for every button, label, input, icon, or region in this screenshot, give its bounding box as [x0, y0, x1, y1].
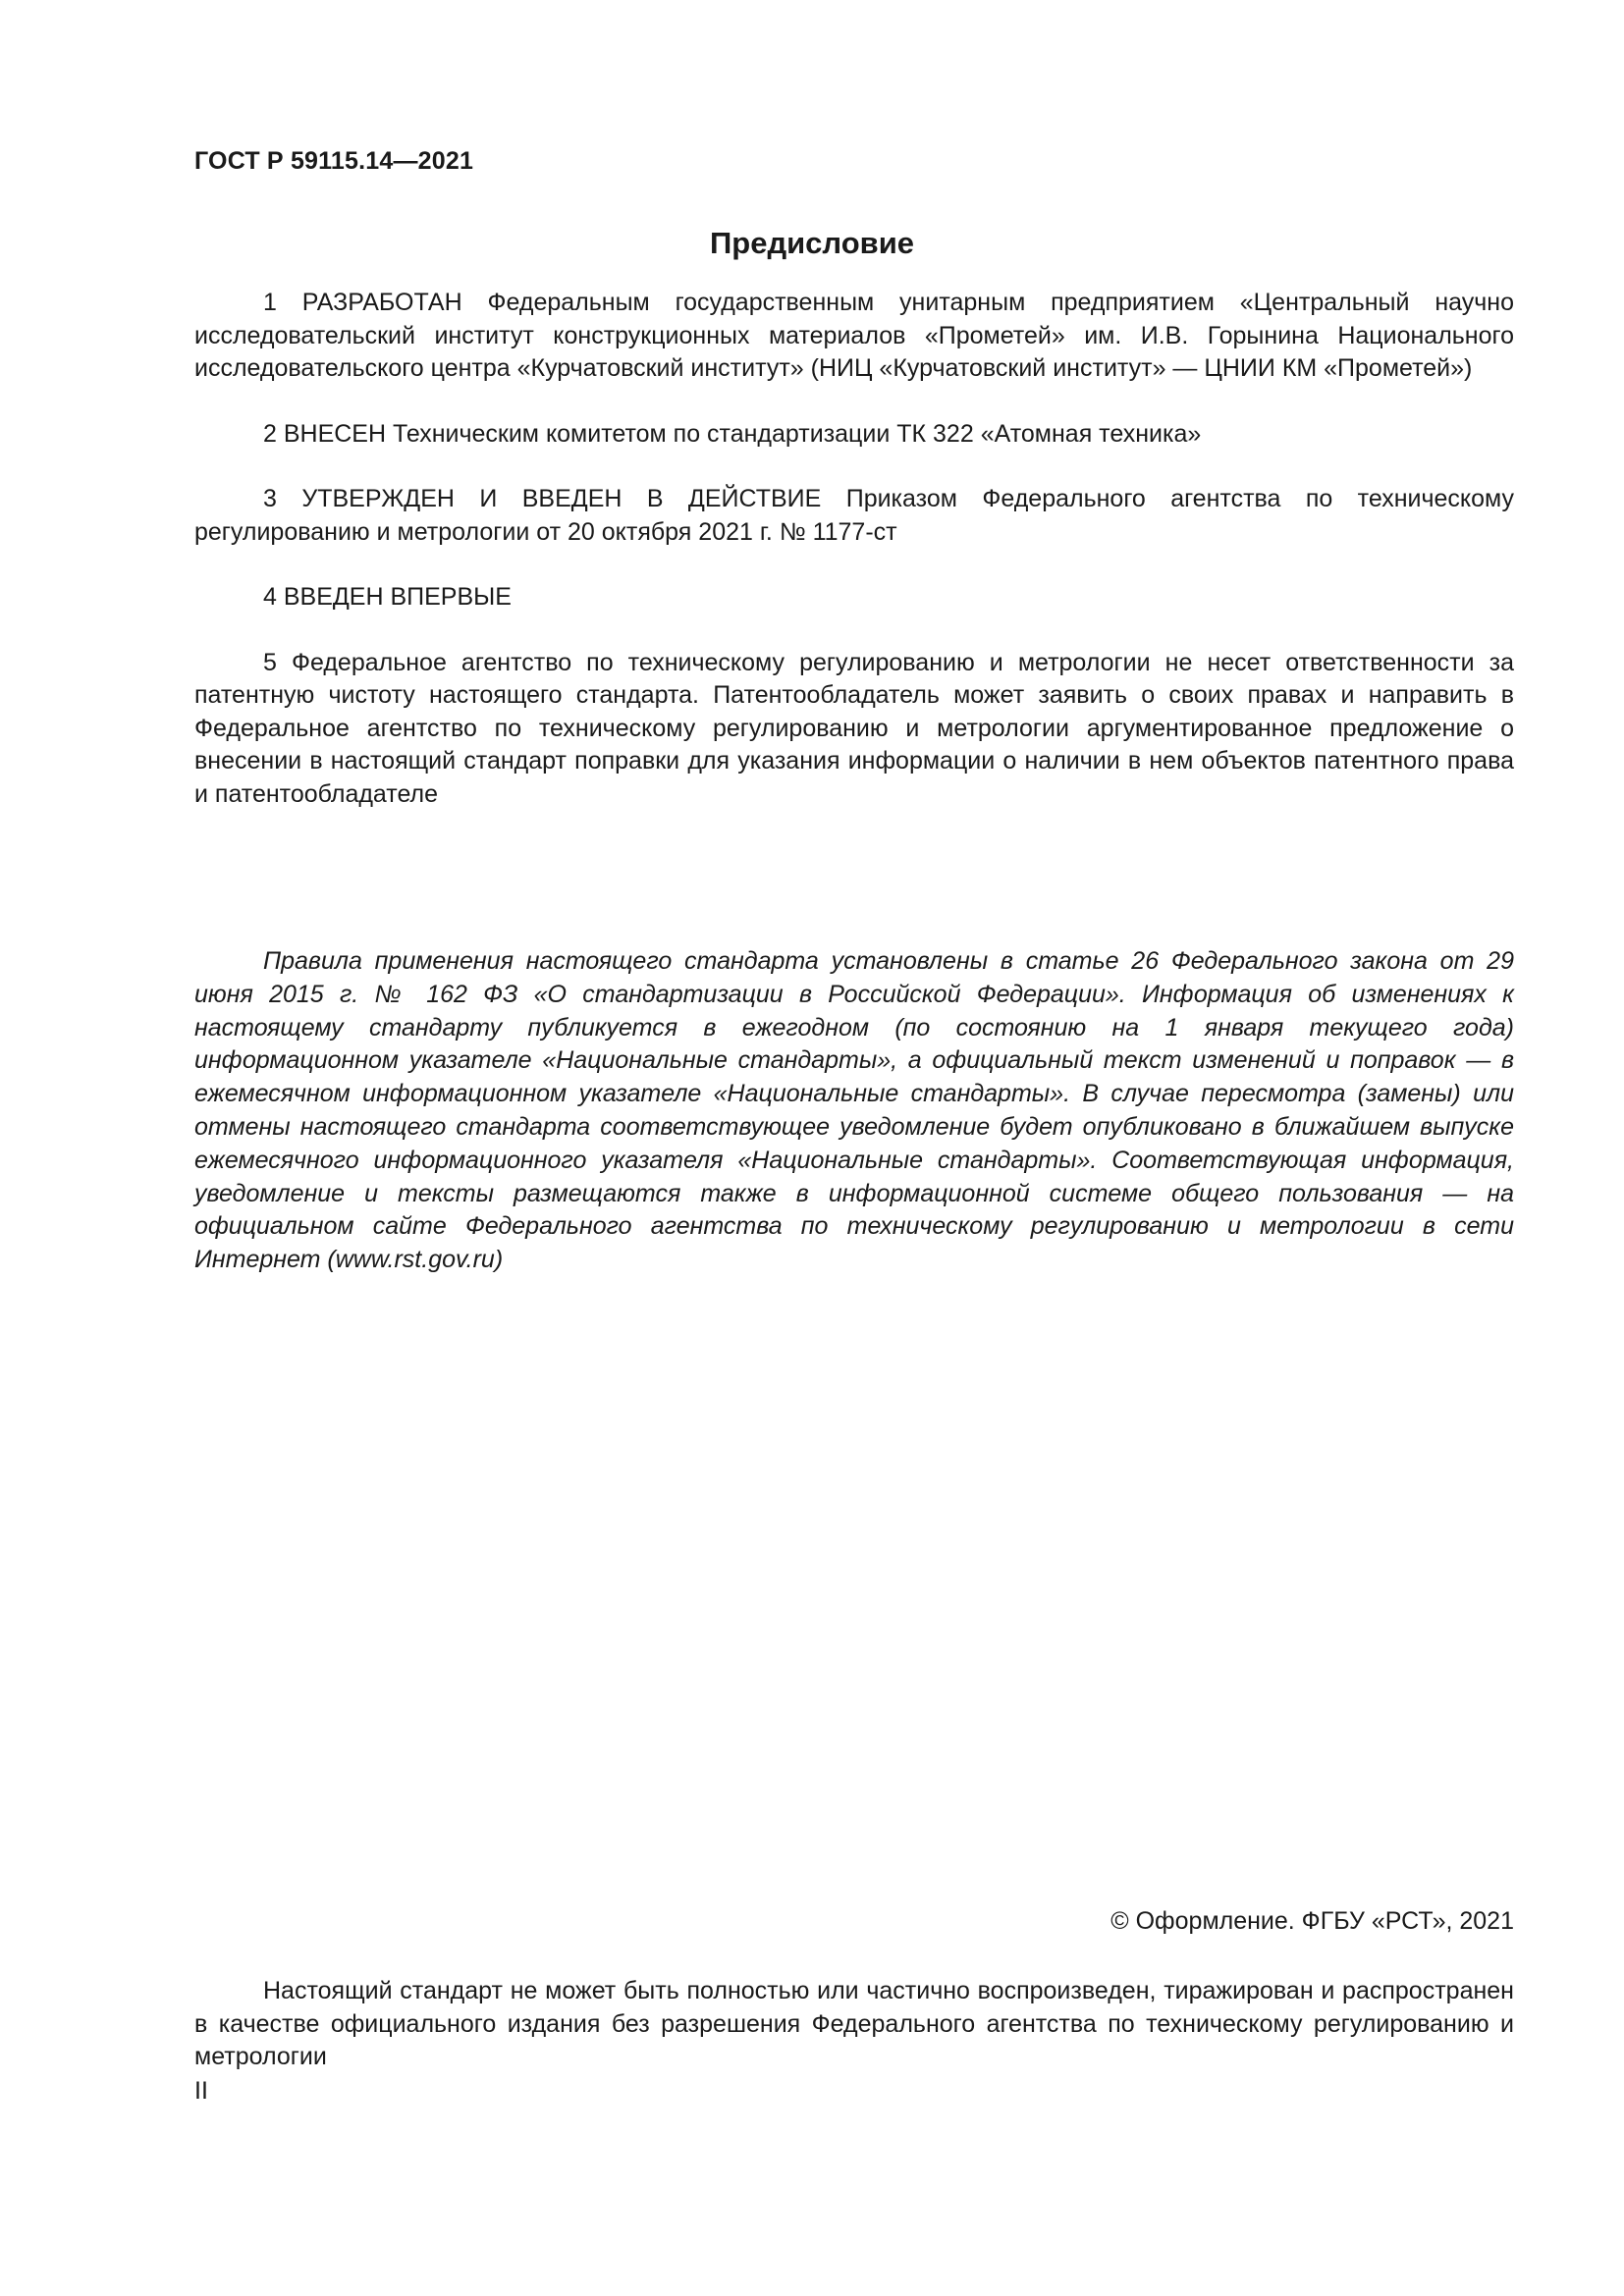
copyright-line: © Оформление. ФГБУ «РСТ», 2021: [1110, 1907, 1514, 1935]
page-title: Предисловие: [709, 226, 914, 260]
preface-item-4: 4 ВВЕДЕН ВПЕРВЫЕ: [263, 583, 512, 611]
reprint-notice: Настоящий стандарт не может быть полностью или частично воспроизведен, тиражирован и распространен в качестве официального издания без разрешения Федерального агентства по техническому регулированию и метрологии: [194, 1977, 1514, 2070]
preface-item-2: 2 ВНЕСЕН Техническим комитетом по стандартизации ТК 322 «Атомная техника»: [263, 419, 1202, 448]
preface-item-5: 5 Федеральное агентство по техническому регулированию и метрологии не несет ответственности за патентную чистоту настоящего стандарта. Патентообладатель может заявить о своих правах и направить в Федеральное агентство по техническому регулированию и метрологии аргументированное предложение о внесении в настоящий стандарт поправки для указания информации о наличии в нем объектов патентного права и патентообладателе: [194, 648, 1514, 808]
preface-item-1: 1 РАЗРАБОТАН Федеральным государственным унитарным предприятием «Центральный научно исследовательский институт конструкционных материалов «Прометей» им. И.В. Горынина Национального исследовательского центра «Курчатовский институт» (НИЦ «Курчатовский институт» — ЦНИИ КМ «Прометей»): [194, 289, 1514, 382]
document-code: ГОСТ Р 59115.14—2021: [194, 147, 474, 175]
preface-body: [194, 287, 1514, 843]
preface-item-3: 3 УТВЕРЖДЕН И ВВЕДЕН В ДЕЙСТВИЕ Приказом Федерального агентства по техническому регулированию и метрологии от 20 октября 2021 г. № 1177-ст: [194, 485, 1514, 546]
rules-note: Правила применения настоящего стандарта установлены в статье 26 Федерального закона от 29 июня 2015 г. № 162 ФЗ «О стандартизации в Российской Федерации». Информация об изменениях к настоящему стандарту публикуется в ежегодном (по состоянию на 1 января текущего года) информационном указателе «Национальные стандарты», а официальный текст изменений и поправок — в ежемесячном информационном указателе «Национальные стандарты». В случае пересмотра (замены) или отмены настоящего стандарта соответствующее уведомление будет опубликовано в ближайшем выпуске ежемесячного информационного указателя «Национальные стандарты». Соответствующая информация, уведомление и тексты размещаются также в информационной системе общего пользования — на официальном сайте Федерального агентства по техническому регулированию и метрологии в сети Интернет (www.rst.gov.ru): [194, 947, 1514, 1274]
page-number: II: [194, 2077, 208, 2105]
